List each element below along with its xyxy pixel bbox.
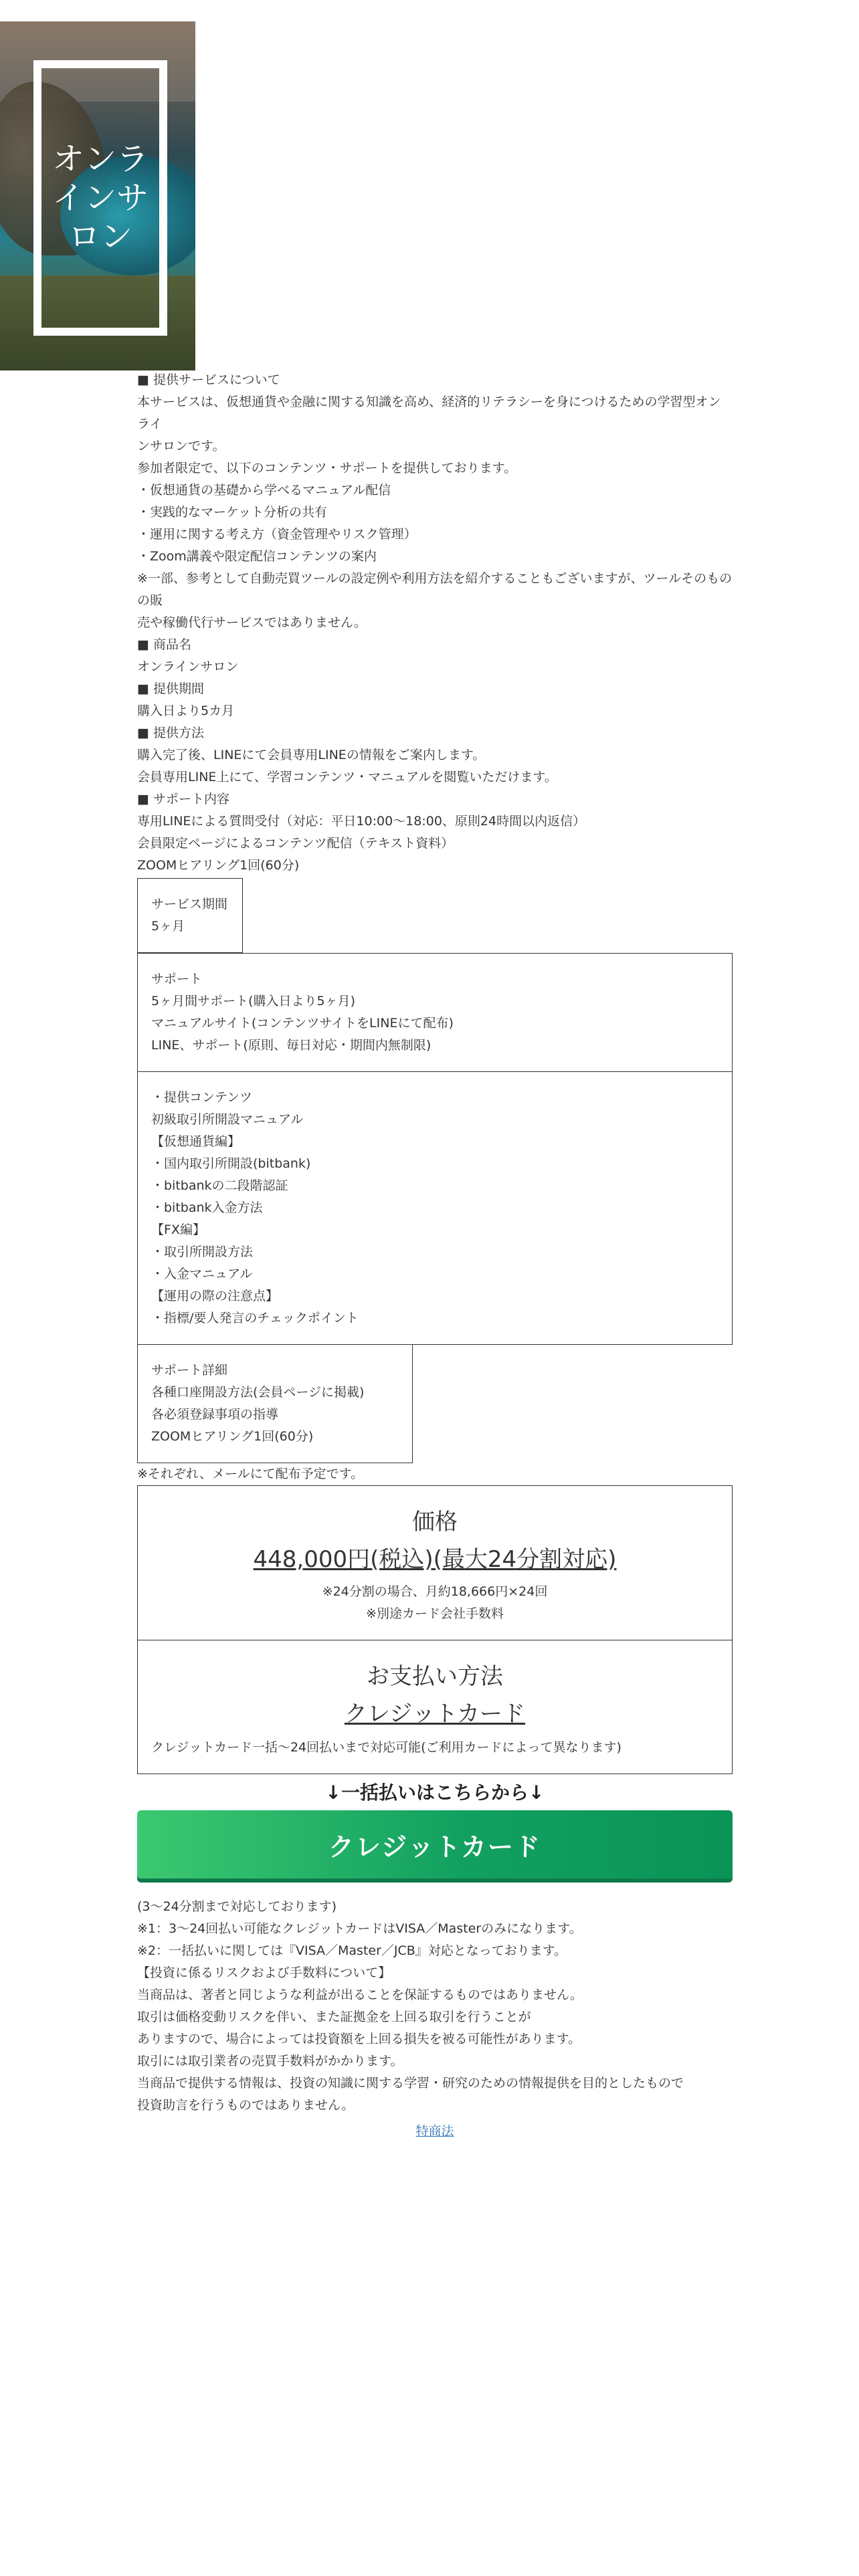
support-line: サポート bbox=[151, 972, 203, 986]
hero-frame bbox=[33, 60, 167, 336]
payment-method: クレジットカード bbox=[344, 1701, 526, 1727]
intro-line: ・Zoom講義や限定配信コンテンツの案内 bbox=[137, 549, 377, 564]
intro-line: ンサロンです。 bbox=[137, 439, 225, 453]
intro-line: 売や稼働代行サービスではありません。 bbox=[137, 615, 367, 630]
hero-title: オンラインサロン bbox=[52, 140, 149, 255]
contents-line: 【仮想通貨編】 bbox=[151, 1134, 241, 1149]
intro-line: ※一部、参考として自動売買ツールの設定例や利用方法を紹介することもございますが、ツールそのものの販 bbox=[137, 571, 733, 608]
disclaimer-line: ※1：3〜24回払い可能なクレジットカードはVISA／Masterのみになります。 bbox=[137, 1921, 582, 1936]
support-detail-line: 各必須登録事項の指導 bbox=[151, 1407, 279, 1422]
disclaimer-line: 【投資に係るリスクおよび手数料について】 bbox=[137, 1965, 391, 1980]
disclaimer-text bbox=[137, 1896, 733, 2117]
contents-line: ・提供コンテンツ bbox=[151, 1090, 253, 1105]
disclaimer-line: 取引には取引業者の売買手数料がかかります。 bbox=[137, 2054, 403, 2068]
intro-line: 会員専用LINE上にて、学習コンテンツ・マニュアルを閲覧いただけます。 bbox=[137, 770, 557, 784]
contents-line: ・指標/要人発言のチェックポイント bbox=[151, 1311, 359, 1325]
mail-note: ※それぞれ、メールにて配布予定です。 bbox=[137, 1467, 364, 1481]
intro-line: ■ 商品名 bbox=[137, 637, 191, 652]
contents-line: ・国内取引所開設(bitbank) bbox=[151, 1156, 311, 1171]
price-box bbox=[137, 1485, 733, 1640]
contents-line: ・取引所開設方法 bbox=[151, 1245, 254, 1259]
disclaimer-line: 当商品で提供する情報は、投資の知識に関する学習・研究のための情報提供を目的としたもので bbox=[137, 2076, 684, 2090]
intro-line: ZOOMヒアリング1回(60分) bbox=[137, 858, 300, 873]
credit-card-button[interactable]: クレジットカード bbox=[137, 1810, 733, 1879]
intro-line: ・仮想通貨の基礎から学べるマニュアル配信 bbox=[137, 483, 391, 498]
intro-line: 本サービスは、仮想通貨や金融に関する知識を高め、経済的リテラシーを身につけるための学習型オンライ bbox=[137, 395, 721, 431]
price-heading: 価格 bbox=[412, 1509, 458, 1535]
hero-banner bbox=[0, 21, 195, 370]
payment-box bbox=[137, 1640, 733, 1774]
payment-heading: お支払い方法 bbox=[367, 1663, 503, 1690]
price-note-installment: ※24分割の場合、月約18,666円×24回 bbox=[322, 1584, 548, 1599]
support-detail-line: 各種口座開設方法(会員ページに掲載) bbox=[151, 1385, 365, 1400]
intro-line: ・運用に関する考え方（資金管理やリスク管理） bbox=[137, 527, 417, 542]
contents-line: 【運用の際の注意点】 bbox=[151, 1289, 279, 1303]
contents-box bbox=[137, 1072, 733, 1345]
intro-line: 専用LINEによる質問受付（対応：平日10:00〜18:00、原則24時間以内返信） bbox=[137, 814, 586, 829]
disclaimer-line: ※2：一括払いに関しては『VISA／Master／JCB』対応となっております。 bbox=[137, 1943, 567, 1958]
intro-line: 会員限定ページによるコンテンツ配信（テキスト資料） bbox=[137, 836, 454, 851]
price-note-fee: ※別途カード会社手数料 bbox=[366, 1606, 504, 1621]
support-detail-line: サポート詳細 bbox=[151, 1363, 228, 1378]
service-period-line: サービス期間 bbox=[151, 897, 228, 911]
intro-line: 購入完了後、LINEにて会員専用LINEの情報をご案内します。 bbox=[137, 748, 486, 762]
contents-line: 初級取引所開設マニュアル bbox=[151, 1112, 304, 1127]
contents-line: ・bitbankの二段階認証 bbox=[151, 1178, 288, 1193]
price-amount: 448,000円(税込)(最大24分割対応) bbox=[253, 1546, 617, 1573]
lump-sum-label: ↓一括払いはこちらから↓ bbox=[325, 1782, 545, 1804]
disclaimer-line: (3〜24分割まで対応しております) bbox=[137, 1899, 337, 1914]
support-detail-line: ZOOMヒアリング1回(60分) bbox=[151, 1429, 314, 1444]
service-period-box bbox=[137, 878, 243, 953]
intro-line: オンラインサロン bbox=[137, 659, 239, 674]
intro-line: ■ 提供方法 bbox=[137, 726, 204, 740]
support-line: マニュアルサイト(コンテンツサイトをLINEにて配布) bbox=[151, 1016, 454, 1031]
disclaimer-line: ありますので、場合によっては投資額を上回る損失を被る可能性があります。 bbox=[137, 2032, 581, 2046]
support-detail-box bbox=[137, 1345, 413, 1463]
intro-line: ・実践的なマーケット分析の共有 bbox=[137, 505, 328, 520]
support-line: LINE、サポート(原則、毎日対応・期間内無制限) bbox=[151, 1038, 432, 1053]
intro-line: ■ 提供サービスについて bbox=[137, 372, 280, 387]
disclaimer-line: 取引は価格変動リスクを伴い、また証拠金を上回る取引を行うことが bbox=[137, 2010, 531, 2024]
intro-line: 参加者限定で、以下のコンテンツ・サポートを提供しております。 bbox=[137, 461, 517, 475]
support-line: 5ヶ月間サポート(購入日より5ヶ月) bbox=[151, 994, 356, 1008]
disclaimer-line: 当商品は、著者と同じような利益が出ることを保証するものではありません。 bbox=[137, 1988, 583, 2002]
intro-line: 購入日より5カ月 bbox=[137, 704, 235, 718]
tokushoho-link[interactable]: 特商法 bbox=[415, 2124, 454, 2139]
contents-line: ・入金マニュアル bbox=[151, 1267, 253, 1281]
disclaimer-line: 投資助言を行うものではありません。 bbox=[137, 2098, 355, 2113]
intro-line: ■ 提供期間 bbox=[137, 681, 204, 696]
service-period-line: 5ヶ月 bbox=[151, 919, 185, 934]
footer-link-wrap bbox=[137, 2121, 733, 2143]
intro-text bbox=[137, 369, 733, 877]
support-box bbox=[137, 953, 733, 1072]
intro-line: ■ サポート内容 bbox=[137, 792, 229, 807]
main-content bbox=[137, 369, 733, 2143]
contents-line: ・bitbank入金方法 bbox=[151, 1200, 263, 1215]
payment-note: クレジットカード一括〜24回払いまで対応可能(ご利用カードによって異なります) bbox=[151, 1740, 622, 1755]
contents-line: 【FX編】 bbox=[151, 1222, 205, 1237]
